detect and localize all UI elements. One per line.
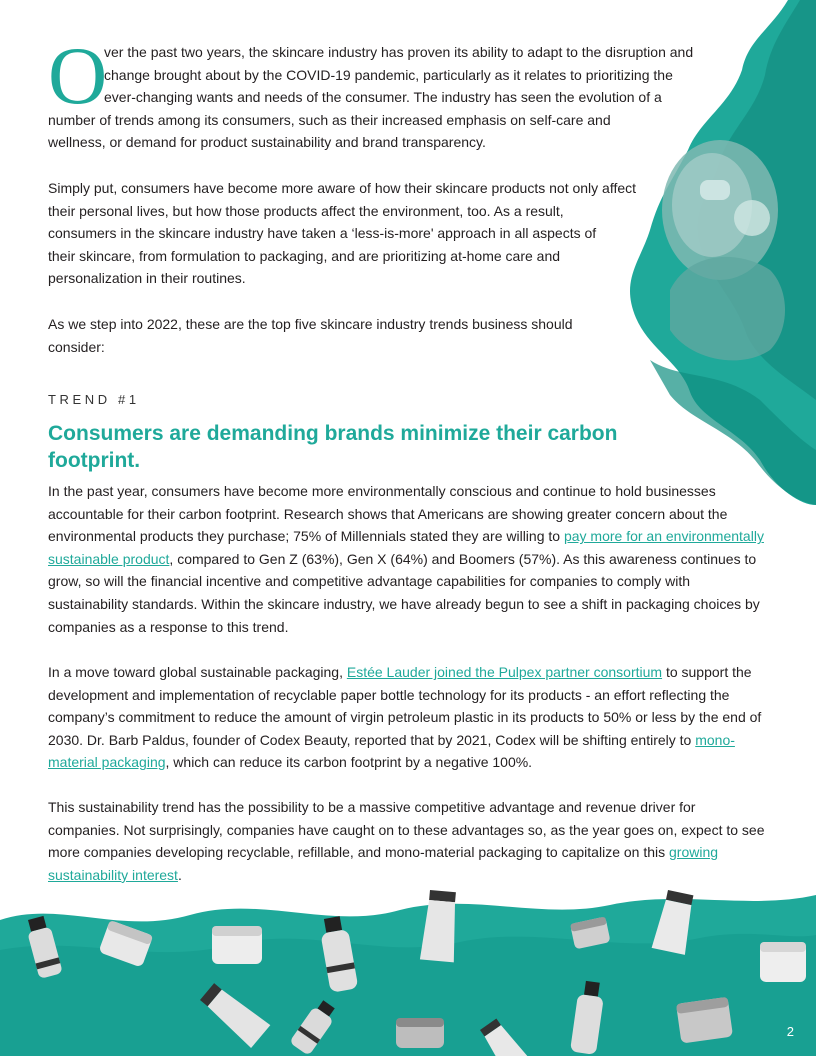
body-paragraph-3 <box>48 796 770 886</box>
paragraph-line: consumers in the skincare industry have taken a ‘less-is-more' approach in all aspects of <box>48 225 597 242</box>
link-growing-sustainability[interactable]: growing sustainability interest <box>48 844 719 883</box>
intro-line: ever-changing wants and needs of the consumer. The industry has seen the evolution of a <box>104 89 662 106</box>
paragraph-line: personalization in their routines. <box>48 270 246 287</box>
drop-cap: O <box>48 30 108 121</box>
page-number: 2 <box>786 1024 794 1039</box>
body-paragraph-2 <box>48 661 770 774</box>
paragraph-line: As we step into 2022, these are the top five skincare industry trends business should <box>48 316 573 332</box>
text-span: This sustainability trend has the possibility to be a massive competitive advantage and revenue driver for companies. Not surprisingly, companies have caught on to these advantages so, as the year goes on, expect to see more companies developing recyclable, refillable, and mono-material packaging to capitalize on this <box>48 799 765 861</box>
link-pay-more[interactable]: pay more for an environmentally sustainable product <box>48 528 764 567</box>
trend-heading: Consumers are demanding brands minimize their carbon footprint. <box>48 422 618 472</box>
text-span: , which can reduce its carbon footprint by a negative 100%. <box>165 754 533 771</box>
skincare-products-banner <box>0 880 816 1056</box>
body-paragraph-1 <box>48 480 770 638</box>
intro-line: number of trends among its consumers, such as their increased emphasis on self-care and <box>48 111 611 128</box>
link-estee-lauder[interactable]: Estée Lauder joined the Pulpex partner consortium <box>346 664 663 680</box>
text-span: to support the development and implementation of recyclable paper bottle technology for its products - an effort reflecting the company’s commitment to reduce the amount of virgin petroleum plastic in its products to 50% or less by the end of 2030. Dr. Barb Paldus, founder of Codex Beauty, reported that by 2021, Codex will be shifting entirely to <box>48 664 762 748</box>
paragraph-line: consider: <box>48 338 105 355</box>
intro-paragraph <box>48 41 728 154</box>
jar-icon <box>212 926 262 964</box>
paragraph-line: their personal lives, but how those products affect the environment, too. As a result, <box>48 202 564 219</box>
intro-line: wellness, or demand for product sustainability and brand transparency. <box>48 134 486 151</box>
link-mono-material[interactable]: mono-material packaging <box>48 731 735 771</box>
paragraph-line: Simply put, consumers have become more aware of how their skincare products not only affect <box>48 180 637 196</box>
trend-label: TREND #1 <box>48 392 140 407</box>
text-span: In the past year, consumers have become more environmentally conscious and continue to hold businesses accountable for their carbon footprint. Research shows that Americans are showing greater concern about the environmental products they purchase; 75% of Millennials stated they are willing to <box>48 483 728 545</box>
jar-icon <box>676 997 733 1044</box>
paragraph-2022 <box>48 313 648 358</box>
jar-icon <box>396 1018 444 1048</box>
text-span: . <box>177 866 182 883</box>
intro-line: ver the past two years, the skincare industry has proven its ability to adapt to the disruption and <box>104 44 694 60</box>
text-span: , compared to Gen Z (63%), Gen X (64%) and Boomers (57%). As this awareness continues to grow, so will the financial incentive and competitive advantage capabilities for companies to comply with sustainability standards. Within the skincare industry, we have already begun to see a shift in packaging choices by companies as a response to this trend. <box>48 550 760 635</box>
text-span: In a move toward global sustainable packaging, <box>48 664 347 680</box>
paragraph-line: their skincare, from formulation to packaging, and are prioritizing at-home care and <box>48 247 561 264</box>
jar-icon <box>760 942 806 982</box>
intro-line: change brought about by the COVID-19 pandemic, particularly as it relates to prioritizing the <box>104 66 673 83</box>
tube-icon <box>420 890 460 963</box>
paragraph-consumers-aware <box>48 177 678 290</box>
